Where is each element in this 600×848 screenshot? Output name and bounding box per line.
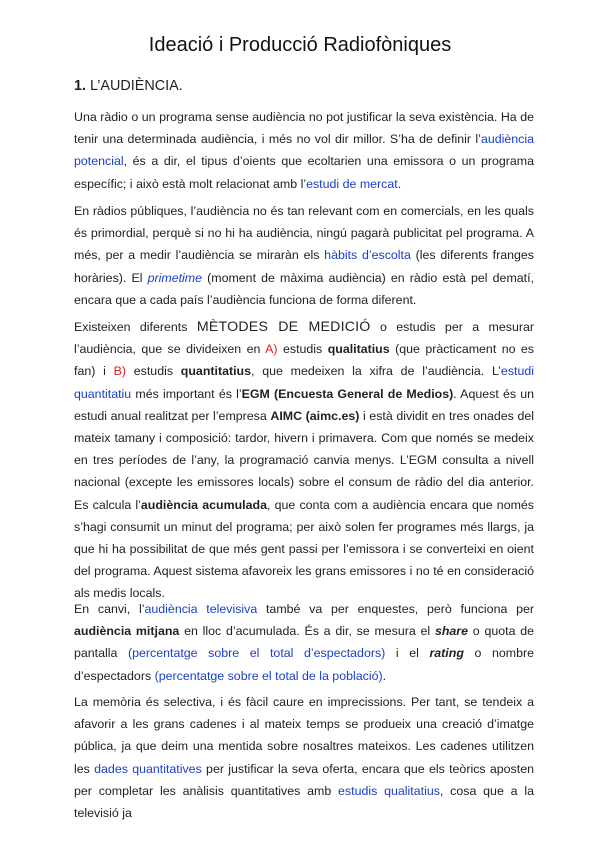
text: Una ràdio o un programa sense audiència no pot justificar la seva existència. Ha de tenir una determinada audiència, i més no vol dir millor. S’ha de definir l’ xyxy=(74,110,534,147)
text: Existeixen diferents xyxy=(74,320,197,334)
bold-rating: rating xyxy=(429,646,464,661)
bold-audiencia-mitjana: audiència mitjana xyxy=(74,624,180,639)
link-dades-quantitatives: dades quantitatives xyxy=(94,761,202,776)
text: La memòria és selectiva, i és fàcil caure en imprecissions. Per tant, se tendeix a afavorir a les grans cadenes i al mateix temps se produeix una creació d’imatge pública, ja que deim una mentida sobre nosaltres mateixos. Les cadenes utilitzen les xyxy=(74,695,534,776)
text: . Aquest és un estudi anual realitzat per l’empresa xyxy=(74,386,535,423)
text: o nombre d’espectadors xyxy=(74,646,534,683)
paragraph-5 xyxy=(74,691,534,824)
section-heading-text: L’AUDIÈNCIA. xyxy=(86,78,183,94)
text: (que pràcticament no es fan) i xyxy=(74,342,535,379)
text: i està dividit en tres onades del mateix tamany i composició: tardor, hivern i primavera. Com que només se medeix en tres períodes de l’any, la programació canvia menys. L’EGM consulta a nivell nacional (excepte les emissores locals) sobre el consum de ràdio del dia anterior. Es calcula l’ xyxy=(74,408,534,512)
section-heading xyxy=(74,76,183,96)
text: , és a dir, el tipus d’oients que ecoltarien una emissora o un programa específic; i això està molt relacionat amb l’ xyxy=(74,154,534,191)
text: o quota de pantalla xyxy=(74,624,534,661)
marker-b: B) xyxy=(113,364,127,379)
text: i el xyxy=(385,646,430,661)
paragraph-2 xyxy=(74,200,534,311)
text: En canvi, l’ xyxy=(74,602,145,616)
link-percentatge-espectadors: (percentatge sobre el total d’espectadors) xyxy=(128,646,386,661)
paragraph-1 xyxy=(74,106,534,195)
link-estudi-quantitatiu: estudi quantitatiu xyxy=(74,364,534,401)
bold-audiencia-acumulada: audiència acumulada xyxy=(140,497,267,512)
bold-share: share xyxy=(434,624,469,639)
text: En ràdios públiques, l’audiència no és tan relevant com en comercials, en les quals és primordial, perquè si no hi ha audiència, ningú pagarà publicitat pel programa. A més, per a medir l’audiència se miraràn els xyxy=(74,204,534,263)
text: o estudis per a mesurar l’audiència, que se divideixen en xyxy=(74,320,534,357)
bold-quantitatius: quantitatius xyxy=(180,364,252,379)
link-estudi-de-mercat: estudi de mercat xyxy=(306,176,398,191)
text: , que medeixen la xifra de l’audiència. L’ xyxy=(251,364,501,379)
text: (moment de màxima audiència) en ràdio està pel dematí, encara que a cada país l’audiència funciona de forma diferent. xyxy=(74,270,534,307)
text: (les diferents franges horàries). El xyxy=(74,248,534,285)
emphasis-metodes: MÈTODES DE MEDICIÓ xyxy=(196,319,371,335)
marker-a: A) xyxy=(265,342,278,357)
text: . xyxy=(382,668,387,683)
text: , que conta com a audiència encara que només s’hagi consumit un minut del programa; per això solen fer programes més llargs, ja que hi ha possibilitat de que més gent passi per l’emissora i se converteixi en oient del programa. Aquest sistema afavoreix les grans emissores i no té en consideració als medis locals. xyxy=(74,497,534,601)
link-estudis-qualitatius: estudis qualitatius xyxy=(338,783,440,798)
bold-aimc: AIMC (aimc.es) xyxy=(270,408,360,423)
bold-egm: EGM (Encuesta General de Medios) xyxy=(241,386,454,401)
link-percentatge-poblacio: (percentatge sobre el total de la població) xyxy=(154,668,383,683)
text: més important és l’ xyxy=(131,386,242,401)
link-audiencia-potencial: audiència potencial xyxy=(74,132,534,169)
paragraph-3 xyxy=(74,316,534,605)
page-title: Ideació i Producció Radiofòniques xyxy=(148,34,452,56)
link-audiencia-televisiva: audiència televisiva xyxy=(144,602,258,616)
text: . xyxy=(397,176,402,191)
link-primetime: primetime xyxy=(147,270,202,285)
text: en lloc d’acumulada. És a dir, se mesura el xyxy=(179,624,435,639)
link-habits-escolta: hàbits d’escolta xyxy=(324,248,411,263)
text: estudis xyxy=(277,342,328,357)
text: , cosa que a la televisió ja xyxy=(74,783,535,821)
text: també va per enquestes, però funciona per xyxy=(257,602,534,616)
bold-qualitatius: qualitatius xyxy=(327,342,390,357)
section-number: 1. xyxy=(74,78,87,94)
paragraph-4 xyxy=(74,598,534,687)
text: per justificar la seva oferta, encara que els teòrics aposten per completar les anàlisis quantitatives amb xyxy=(74,761,534,798)
text: estudis xyxy=(126,364,181,379)
